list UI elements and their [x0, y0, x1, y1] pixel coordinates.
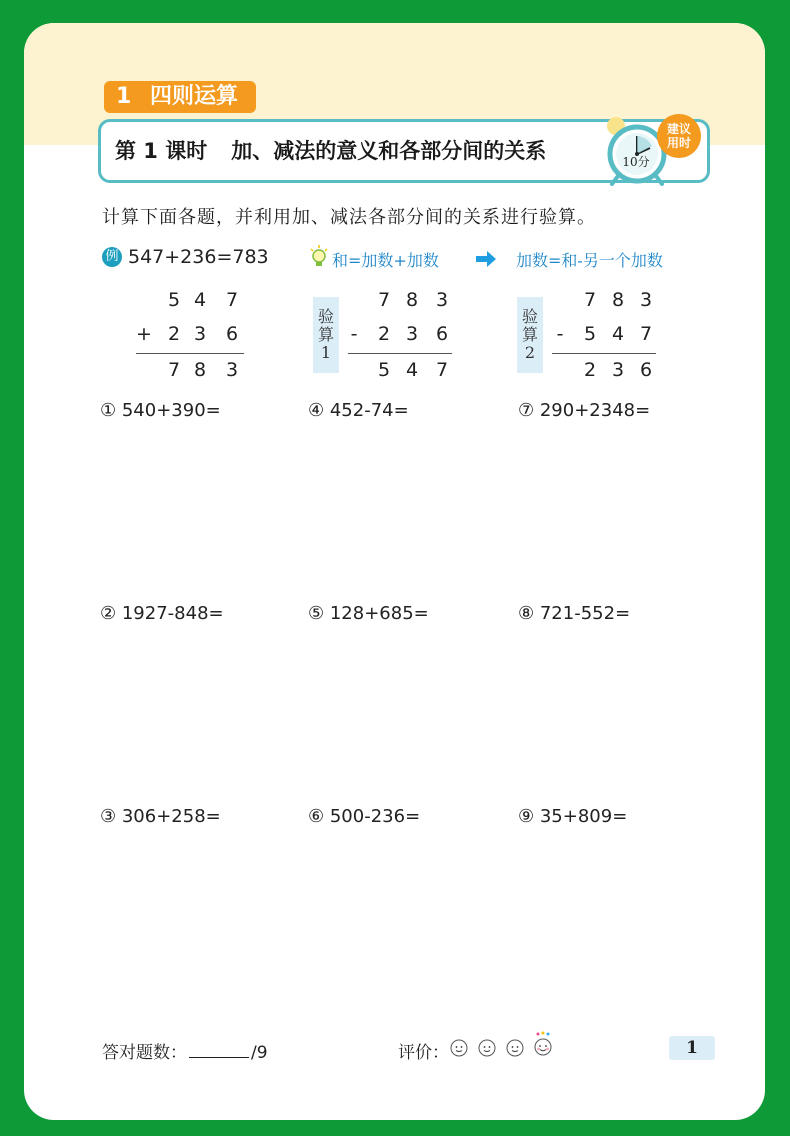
- check-tag-char: 算: [521, 325, 538, 344]
- main-sum-line: [136, 353, 244, 354]
- check-tag-char: 2: [524, 343, 536, 362]
- check-2-top-digit: 8: [611, 289, 625, 311]
- lightbulb-icon: [310, 245, 328, 269]
- rule-addend: 加数=和-另一个加数: [516, 251, 663, 270]
- main-operator: +: [136, 323, 152, 345]
- suggested-label-1: 建议: [666, 122, 691, 136]
- check-1-bottom-digit: 2: [377, 323, 391, 345]
- check-2-line: [552, 353, 656, 354]
- score-blank[interactable]: [189, 1043, 249, 1058]
- problem-4: ④ 452-74=: [308, 400, 409, 421]
- check-2-bottom-digit: 4: [611, 323, 625, 345]
- unit-number: 1: [116, 84, 132, 109]
- check-2-result-digit: 6: [639, 359, 653, 381]
- main-top-digit: 7: [225, 289, 239, 311]
- main-bottom-digit: 2: [167, 323, 181, 345]
- check-1-top-digit: 7: [377, 289, 391, 311]
- score-total: /9: [251, 1043, 268, 1063]
- main-result-digit: 8: [193, 359, 207, 381]
- arrow-right-icon: [476, 251, 496, 267]
- check-tag-char: 算: [317, 325, 334, 344]
- problem-8: ⑧ 721-552=: [518, 603, 631, 624]
- problem-6: ⑥ 500-236=: [308, 806, 421, 827]
- check-1-result-digit: 5: [377, 359, 391, 381]
- rule-sum: 和=加数+加数: [332, 251, 439, 270]
- main-result-digit: 7: [167, 359, 181, 381]
- check-2-operator: -: [556, 323, 564, 345]
- lesson-subtitle: 加、减法的意义和各部分间的关系: [231, 139, 547, 163]
- main-bottom-digit: 3: [193, 323, 207, 345]
- problem-1: ① 540+390=: [100, 400, 221, 421]
- check-1-tag: [313, 297, 339, 373]
- check-1-result-digit: 4: [405, 359, 419, 381]
- smiley-face-icon[interactable]: [478, 1039, 496, 1057]
- problem-3: ③ 306+258=: [100, 806, 221, 827]
- suggested-time: 10分: [622, 155, 650, 169]
- check-1-bottom-digit: 3: [405, 323, 419, 345]
- check-tag-char: 验: [521, 307, 538, 326]
- check-1-line: [348, 353, 452, 354]
- smiley-face-icon[interactable]: [450, 1039, 468, 1057]
- suggested-time-badge: [657, 114, 701, 158]
- problem-2: ② 1927-848=: [100, 603, 224, 624]
- suggested-label-2: 用时: [666, 136, 691, 150]
- main-top-digit: 4: [193, 289, 207, 311]
- page-number: 1: [669, 1036, 715, 1060]
- main-bottom-digit: 6: [225, 323, 239, 345]
- check-1-result-digit: 7: [435, 359, 449, 381]
- check-2-bottom-digit: 5: [583, 323, 597, 345]
- lesson-number: 第 1 课时: [115, 139, 208, 163]
- check-1-bottom-digit: 6: [435, 323, 449, 345]
- lesson-title: [115, 122, 546, 180]
- example-equation: 547+236=783: [128, 246, 269, 268]
- score-label: 答对题数：: [102, 1043, 187, 1063]
- problem-9: ⑨ 35+809=: [518, 806, 628, 827]
- score-line: [102, 1038, 268, 1063]
- unit-title: 四则运算: [150, 84, 239, 109]
- check-2-bottom-digit: 7: [639, 323, 653, 345]
- check-2-top-digit: 3: [639, 289, 653, 311]
- instruction-text: 计算下面各题，并利用加、减法各部分间的关系进行验算。: [102, 207, 596, 228]
- evaluation-label: 评价：: [398, 1043, 449, 1063]
- check-1-operator: -: [350, 323, 358, 345]
- main-result-digit: 3: [225, 359, 239, 381]
- check-1-top-digit: 3: [435, 289, 449, 311]
- check-2-result-digit: 2: [583, 359, 597, 381]
- problem-7: ⑦ 290+2348=: [518, 400, 651, 421]
- unit-badge: [104, 81, 256, 113]
- check-2-result-digit: 3: [611, 359, 625, 381]
- star-smiley-face-icon[interactable]: [532, 1031, 554, 1057]
- check-2-top-digit: 7: [583, 289, 597, 311]
- example-icon: 例: [102, 247, 122, 267]
- check-2-tag: [517, 297, 543, 373]
- workbook-page: [24, 23, 765, 1120]
- check-1-top-digit: 8: [405, 289, 419, 311]
- check-tag-char: 验: [317, 307, 334, 326]
- main-top-digit: 5: [167, 289, 181, 311]
- check-tag-char: 1: [320, 343, 332, 362]
- problem-5: ⑤ 128+685=: [308, 603, 429, 624]
- smiley-face-icon[interactable]: [506, 1039, 524, 1057]
